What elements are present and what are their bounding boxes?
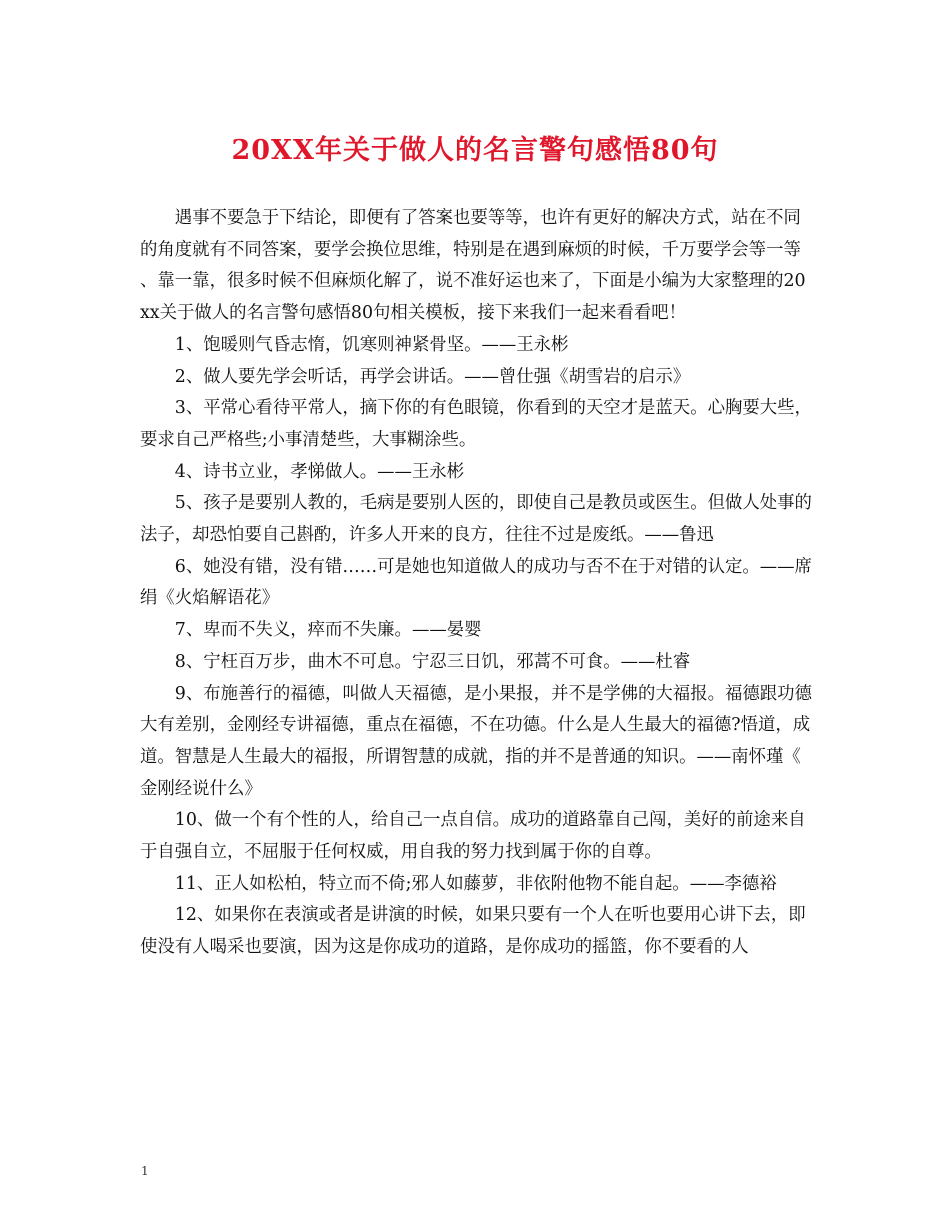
- quote-item: 1、饱暖则气昏志惰，饥寒则神紧骨坚。——王永彬: [174, 334, 569, 355]
- quote-item: 4、诗书立业，孝悌做人。——王永彬: [174, 461, 465, 482]
- quote-item: 7、卑而不失义，瘁而不失廉。——晏婴: [174, 620, 482, 641]
- quote-item: 5、孩子是要别人教的，毛病是要别人医的，即使自己是教员或医生。但做人处事的法子，却恐怕要自己斟酌，许多人开来的良方，往往不过是废纸。——鲁迅: [140, 493, 812, 546]
- quote-item: 12、如果你在表演或者是讲演的时候，如果只要有一个人在听也要用心讲下去，即使没有人喝采也要演，因为这是你成功的道路，是你成功的摇篮，你不要看的人: [140, 905, 806, 958]
- quote-item: 10、做一个有个性的人，给自己一点自信。成功的道路靠自己闯，美好的前途来自于自强自立，不屈服于任何权威，用自我的努力找到属于你的自尊。: [140, 810, 806, 863]
- intro-paragraph: 遇事不要急于下结论，即便有了答案也要等等，也许有更好的解决方式，站在不同的角度就有不同答案，要学会换位思维，特别是在遇到麻烦的时候，千万要学会等一等、靠一靠，很多时候不但麻烦化解了，说不准好运也来了，下面是小编为大家整理的20xx关于做人的名言警句感悟80句相关模板，接下来我们一起来看看吧！: [140, 208, 806, 324]
- quote-item: 11、正人如松柏，特立而不倚;邪人如藤萝，非依附他物不能自起。——李德裕: [174, 873, 777, 894]
- document-title: 20XX年关于做人的名言警句感悟80句: [231, 135, 719, 166]
- quote-item: 9、布施善行的福德，叫做人天福德，是小果报，并不是学佛的大福报。福德跟功德大有差别，金刚经专讲福德，重点在福德，不在功德。什么是人生最大的福德?悟道，成道。智慧是人生最大的福报，所谓智慧的成就，指的并不是普通的知识。——南怀瑾《金刚经说什么》: [140, 683, 812, 799]
- quote-item: 3、平常心看待平常人，摘下你的有色眼镜，你看到的天空才是蓝天。心胸要大些，要求自己严格些;小事清楚些，大事糊涂些。: [140, 398, 812, 450]
- quote-item: 6、她没有错，没有错……可是她也知道做人的成功与否不在于对错的认定。——席绢《火焰解语花》: [140, 556, 812, 609]
- document-body: [140, 203, 812, 964]
- quote-item: 2、做人要先学会听话，再学会讲话。——曾仕强《胡雪岩的启示》: [174, 366, 691, 387]
- page-number: 1: [141, 1164, 149, 1178]
- quote-item: 8、宁枉百万步，曲木不可息。宁忍三日饥，邪蒿不可食。——杜睿: [174, 651, 691, 672]
